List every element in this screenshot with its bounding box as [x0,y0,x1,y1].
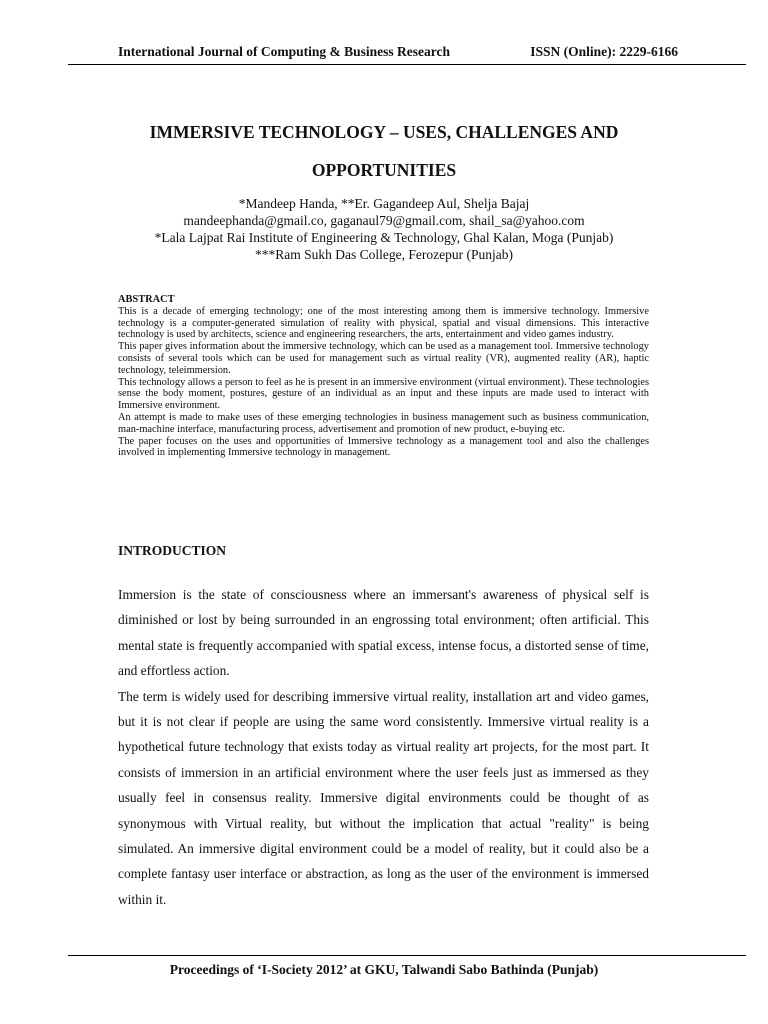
author-emails: mandeephanda@gmail.co, gaganaul79@gmail.com, shail_sa@yahoo.com [183,213,585,228]
abstract-paragraph: This is a decade of emerging technology; one of the most interesting among them is immersive technology. Immersive technology is a computer-generated simulation of reality with physical, spatial and visual dimensions. This interactive technology is used by architects, science and engineering researchers, the arts, entertainment and video games industry. [118,305,649,341]
abstract-paragraph: This paper gives information about the immersive technology, which can be used as a management tool. Immersive technology consists of several tools which can be used for management such as virtual reality (VR), augmented reality (AR), haptic technology, teleimmersion. [118,341,649,376]
abstract-paragraph: This technology allows a person to feel as he is present in an immersive environment (virtual environment). These technologies sense the body moment, postures, gesture of an individual as an input and these inputs are made used to interact with Immersive environment. [118,376,649,412]
title-line-1: IMMERSIVE TECHNOLOGY – USES, CHALLENGES AND [149,122,619,142]
issn: ISSN (Online): 2229-6166 [530,44,678,59]
affiliation-1: *Lala Lajpat Rai Institute of Engineering & Technology, Ghal Kalan, Moga (Punjab) [154,230,614,245]
introduction-heading: INTRODUCTION [118,543,227,558]
header-divider [68,64,746,65]
introduction-paragraph: Immersion is the state of consciousness where an immersant's awareness of physical self is diminished or lost by being surrounded in an engrossing total environment; often artificial. This mental state is frequently accompanied with spatial excess, intense focus, a distorted sense of time, and effortless action. [118,587,649,679]
page-footer: Proceedings of ‘I-Society 2012’ at GKU, Talwandi Sabo Bathinda (Punjab) [169,962,599,977]
author-names: *Mandeep Handa, **Er. Gagandeep Aul, Shelja Bajaj [238,196,530,211]
abstract-paragraph: The paper focuses on the uses and opportunities of Immersive technology as a management tool and also the challenges involved in implementing Immersive technology in management. [118,435,649,459]
page-header [118,44,678,60]
introduction-section [118,582,649,912]
affiliation-2: ***Ram Sukh Das College, Ferozepur (Punjab) [255,247,513,262]
author-block [60,195,708,263]
abstract-section [118,294,649,459]
title-line-2: OPPORTUNITIES [311,160,457,180]
introduction-paragraph: The term is widely used for describing immersive virtual reality, installation art and video games, but it is not clear if people are using the same word consistently. Immersive virtual reality is a hypothetical future technology that exists today as virtual reality art projects, for the most part. It consists of immersion in an artificial environment where the user feels just as immersed as they usually feel in consensus reality. Immersive digital environments could be thought of as synonymous with Virtual reality, but without the implication that actual "reality" is being simulated. An immersive digital environment could be a model of reality, but it could also be a complete fantasy user interface or abstraction, as long as the user of the environment is immersed within it. [118,688,649,907]
footer-divider [68,955,746,956]
paper-title [80,113,688,189]
abstract-paragraph: An attempt is made to make uses of these emerging technologies in business management such as business communication, man-machine interface, manufacturing process, advertisement and promotion of new product, e-buying etc. [118,411,649,435]
journal-name: International Journal of Computing & Business Research [118,44,451,59]
abstract-heading: ABSTRACT [118,294,175,305]
